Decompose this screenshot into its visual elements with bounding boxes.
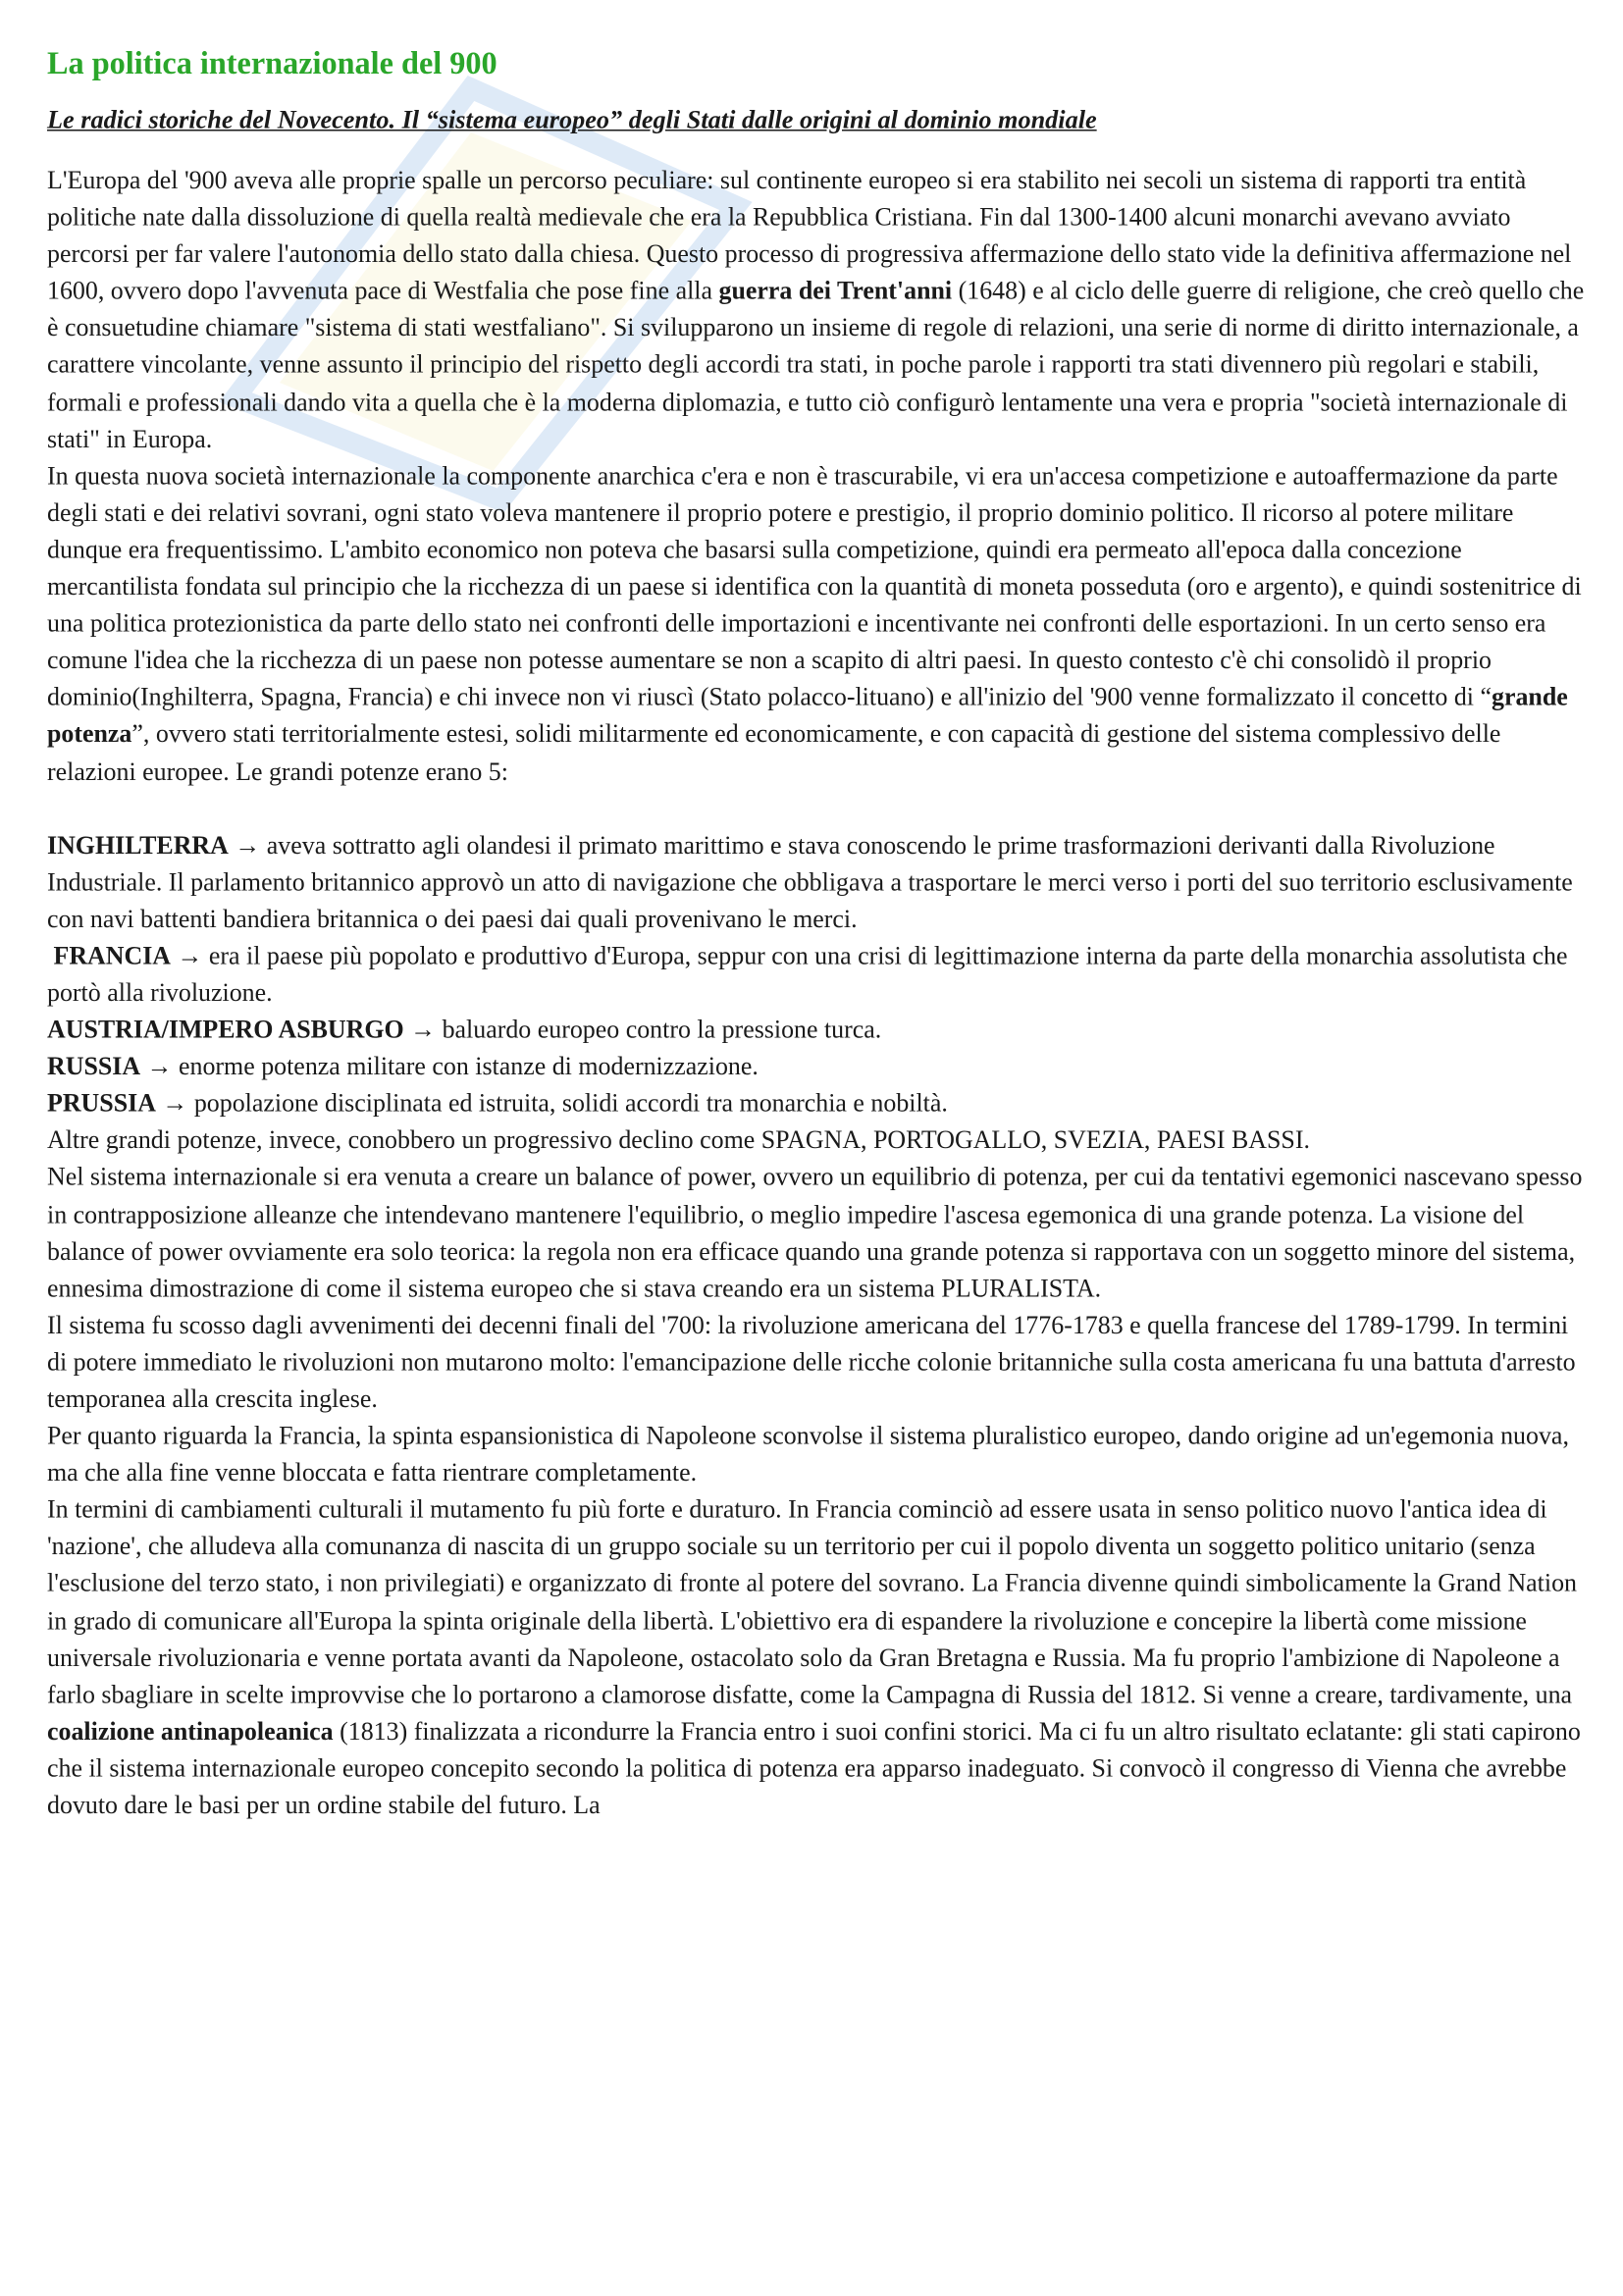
- paragraph-3: Altre grandi potenze, invece, conobbero un progressivo declino come SPAGNA, PORTOGALLO, SVEZIA, PAESI BASSI.: [47, 1126, 1310, 1155]
- power-austria: AUSTRIA/IMPERO ASBURGO → baluardo europeo contro la pressione turca.: [47, 1016, 882, 1044]
- spacer: [47, 790, 1593, 827]
- power-inghilterra: INGHILTERRA → aveva sottratto agli olandesi il primato marittimo e stava conoscendo le prime trasformazioni derivanti dalla Rivoluzione Industriale. Il parlamento britannico approvò un atto di navigazione che obbligava a trasportare le merci verso i porti del suo territorio esclusivamente con navi battenti bandiera britannica o dei paesi dai quali provenivano le merci.: [47, 830, 1573, 933]
- power-francia: FRANCIA → era il paese più popolato e produttivo d'Europa, seppur con una crisi di legittimazione interna da parte della monarchia assolutista che portò alla rivoluzione.: [47, 941, 1568, 1007]
- paragraph-2: In questa nuova società internazionale la componente anarchica c'era e non è trascurabile, vi era un'accesa competizione e autoaffermazione da parte degli stati e dei relativi sovrani, ogni stato voleva mantenere il proprio potere e prestigio, il proprio dominio politico. Il ricorso al potere militare dunque era frequentissimo. L'ambito economico non poteva che basarsi sulla competizione, quindi era permeato all'epoca dalla concezione mercantilista fondata sul principio che la ricchezza di un paese si identifica con la quantità di moneta posseduta (oro e argento), e quindi sostenitrice di una politica protezionistica da parte dello stato nei confronti delle importazioni e incentivante nei confronti delle esportazioni. In un certo senso era comune l'idea che la ricchezza di un paese non potesse aumentare se non a scapito di altri paesi. In questo contesto c'è chi consolidò il proprio dominio(Inghilterra, Spagna, Francia) e chi invece non vi riuscì (Stato polacco-lituano) e all'inizio del '900 venne formalizzato il concetto di “grande potenza”, ovvero stati territorialmente estesi, solidi militarmente ed economicamente, e con capacità di gestione del sistema complessivo delle relazioni europee. Le grandi potenze erano 5:: [47, 461, 1582, 786]
- paragraph-1: L'Europa del '900 aveva alle proprie spalle un percorso peculiare: sul continente europeo si era stabilito nei secoli un sistema di rapporti tra entità politiche nate dalla dissoluzione di quella realtà medievale che era la Repubblica Cristiana. Fin dal 1300-1400 alcuni monarchi avevano avviato percorsi per far valere l'autonomia dello stato dalla chiesa. Questo processo di progressiva affermazione dello stato vide la definitiva affermazione nel 1600, ovvero dopo l'avvenuta pace di Westfalia che pose fine alla guerra dei Trent'anni (1648) e al ciclo delle guerre di religione, che creò quello che è consuetudine chiamare "sistema di stati westfaliano". Si svilupparono un insieme di regole di relazioni, una serie di norme di diritto internazionale, a carattere vincolante, venne assunto il principio del rispetto degli accordi tra stati, in poche parole i rapporti tra stati divennero più regolari e stabili, formali e professionali dando vita a quella che è la moderna diplomazia, e tutto ciò configurò lentamente una vera e propria "società internazionale di stati" in Europa.: [47, 166, 1585, 453]
- paragraph-5: Il sistema fu scosso dagli avvenimenti dei decenni finali del '700: la rivoluzione americana del 1776-1783 e quella francese del 1789-1799. In termini di potere immediato le rivoluzioni non mutarono molto: l'emancipazione delle ricche colonie britanniche sulla costa americana fu una battuta d'arresto temporanea alla crescita inglese.: [47, 1311, 1576, 1413]
- power-russia: RUSSIA → enorme potenza militare con istanze di modernizzazione.: [47, 1052, 759, 1081]
- document-body: [47, 41, 1593, 1824]
- paragraph-6: Per quanto riguarda la Francia, la spinta espansionistica di Napoleone sconvolse il sistema pluralistico europeo, dando origine ad un'egemonia nuova, ma che alla fine venne bloccata e fatta rientrare completamente.: [47, 1422, 1569, 1487]
- paragraph-4: Nel sistema internazionale si era venuta a creare un balance of power, ovvero un equilibrio di potenza, per cui da tentativi egemonici nascevano spesso in contrapposizione alleanze che intendevano mantenere l'equilibrio, o meglio impedire l'ascesa egemonica di una grande potenza. La visione del balance of power ovviamente era solo teorica: la regola non era efficace quando una grande potenza si rapportava con un soggetto minore del sistema, ennesima dimostrazione di come il sistema europeo che si stava creando era un sistema PLURALISTA.: [47, 1163, 1583, 1303]
- power-prussia: PRUSSIA → popolazione disciplinata ed istruita, solidi accordi tra monarchia e nobiltà.: [47, 1089, 948, 1118]
- page-title: La politica internazionale del 900: [47, 45, 497, 81]
- section-subtitle: Le radici storiche del Novecento. Il “sistema europeo” degli Stati dalle origini al dominio mondiale: [47, 104, 1097, 134]
- paragraph-7: In termini di cambiamenti culturali il mutamento fu più forte e duraturo. In Francia cominciò ad essere usata in senso politico nuovo l'antica idea di 'nazione', che alludeva alla comunanza di nascita di un gruppo sociale su un territorio per cui il popolo diventa un soggetto politico unitario (senza l'esclusione del terzo stato, i non privilegiati) e organizzato di fronte al potere del sovrano. La Francia divenne quindi simbolicamente la Grand Nation in grado di comunicare all'Europa la spinta originale della libertà. L'obiettivo era di espandere la rivoluzione e concepire la libertà come missione universale rivoluzionaria e venne portata avanti da Napoleone, ostacolato solo da Gran Bretagna e Russia. Ma fu proprio l'ambizione di Napoleone a farlo sbagliare in scelte improvvise che lo portarono a clamorose disfatte, come la Campagna di Russia del 1812. Si venne a creare, tardivamente, una coalizione antinapoleanica (1813) finalizzata a ricondurre la Francia entro i suoi confini storici. Ma ci fu un altro risultato eclatante: gli stati capirono che il sistema internazionale europeo concepito secondo la politica di potenza era apparso inadeguato. Si convocò il congresso di Vienna che avrebbe dovuto dare le basi per un ordine stabile del futuro. La: [47, 1495, 1581, 1820]
